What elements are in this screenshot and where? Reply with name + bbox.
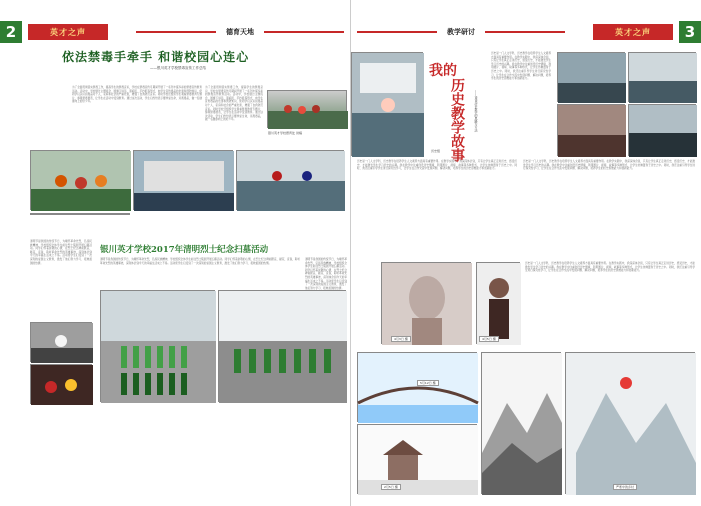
memorial-photo-1 [30,322,92,362]
memorial-photo-2 [30,364,92,404]
history-headline-line2: 历史教学故事 [449,78,465,162]
drug-education-photo-3 [133,150,233,210]
section-title-left: 德育天地 [226,28,254,36]
history-body-col1: 历史是一门人文学科，历史教学在培养学生人文素养方面具有重要作用。在教学实践中，我深深体会到，只有让学生真正走进历史，感受历史，才能激发学生学习历史的兴趣。我在教学中注重创设历史情境，利用图片、视频、故事等多种形式，让学生仿佛置身于历史之中。同时，我还注重引导学生进行探究性学习，让学生在合作交流中发现问题、解决问题，培养学生的历史思维能力和创新能力。 [357,160,517,171]
history-class-photo-2 [557,52,625,102]
section-title-right: 教学研讨 [447,28,475,36]
history-subhead: ——谈谈历史教学的思路与方法 [474,90,478,132]
page-number-left: 2 [0,21,22,43]
history-body-col2: 历史是一门人文学科，历史教学在培养学生人文素养方面具有重要作用。在教学实践中，我深深体会到，只有让学生真正走进历史，感受历史，才能激发学生学习历史的兴趣。我在教学中注重创设历史情境，利用图片、视频、故事等多种形式，让学生仿佛置身于历史之中。同时，我还注重引导学生进行探究性学习，让学生在合作交流中发现问题、解决问题，培养学生的历史思维能力和创新能力。 [523,160,695,171]
history-body-intro: 历史是一门人文学科，历史教学在培养学生人文素养方面具有重要作用。在教学实践中，我深深体会到，只有让学生真正走进历史，感受历史，才能激发学生学习历史的兴趣。我在教学中注重创设历史情境，利用图片、视频、故事等多种形式，让学生仿佛置身于历史之中。同时，我还注重引导学生进行探究性学习，让学生在合作交流中发现问题、解决问题，培养学生的历史思维能力和创新能力。 [491,52,551,81]
history-author: 历史组 [431,149,441,153]
history-headline-line1: 我的 [429,63,457,79]
photo-caption-3: 5月12日 摄 [417,380,439,386]
drug-education-photo-4 [236,150,344,210]
history-class-photo-5 [628,104,696,156]
photo-caption-4: 2月5日 摄 [381,484,401,490]
page-number-right: 3 [679,21,701,43]
article2-body-col2: 清明节是我国的传统节日，为缅怀革命先烈，弘扬民族精神，学校组织全体学生前往烈士陵园开展扫墓活动。同学们怀着崇敬的心情，在烈士纪念碑前默哀、献花、宣誓，聆听革命先烈的英雄事迹，深刻体会到今天的幸福生活来之不易。活动使学生们受到了一次深刻的爱国主义教育，激发了他们努力学习、报效祖国的热情。 [305,258,347,290]
figure-photo [476,262,520,344]
left-header [0,22,350,42]
memorial-photo-3 [100,290,215,402]
masthead-right: 英才之声 [593,24,673,40]
photo-caption-1: 4月3日 摄 [391,336,411,342]
bust-sculpture-photo [381,262,471,344]
memorial-photo-4 [218,290,346,402]
photo-caption-2: 4月5日 摄 [479,336,499,342]
header-rule-right-2 [485,31,565,33]
right-header [351,22,701,42]
drug-education-photo-2 [30,150,130,210]
drug-education-photo-5 [30,213,130,215]
right-page [350,0,700,506]
drug-education-photo-1 [267,90,347,128]
article1-body-col2: 为了全面贯彻落实禁毒工作，提高学生的禁毒意识，学校在禁毒宣传月期间开展了一系列丰富多彩的禁毒宣传教育活动。活动中，学校通过主题班会、国旗下讲话、黑板报、手抄报等形式，向学生宣传毒品的危害和预防知识，使同学们认识到毒品对个人、家庭和社会的严重危害，增强了自我防范意识。同时学校还组织学生观看禁毒教育专题片，参观禁毒展览，让学生在活动中受到教育。通过这次活动，学生们纷纷表示要珍爱生命，远离毒品，做一名健康向上的好少年。 [205,86,263,122]
article1-body: 为了全面贯彻落实禁毒工作，提高学生的禁毒意识，学校在禁毒宣传月期间开展了一系列丰富多彩的禁毒宣传教育活动。活动中，学校通过主题班会、国旗下讲话、黑板报、手抄报等形式，向学生宣传毒品的危害和预防知识，使同学们认识到毒品对个人、家庭和社会的严重危害，增强了自我防范意识。同时学校还组织学生观看禁毒教育专题片，参观禁毒展览，让学生在活动中受到教育。通过这次活动，学生们纷纷表示要珍爱生命，远离毒品，做一名健康向上的好少年。 [72,86,202,104]
article1-signoff: 银川英才学校德育处 供稿 [268,131,302,135]
masthead-left: 英才之声 [28,24,108,40]
bridge-painting-photo [357,352,477,422]
village-painting-photo [357,424,477,494]
left-page [0,0,350,506]
history-class-photo-4 [557,104,625,156]
photo-caption-5: 严寒中的乡村 [613,484,637,490]
header-rule-left [136,31,216,33]
header-rule-right [357,31,437,33]
article2-side-text: 清明节是我国的传统节日，为缅怀革命先烈，弘扬民族精神，学校组织全体学生前往烈士陵园开展扫墓活动。同学们怀着崇敬的心情，在烈士纪念碑前默哀、献花、宣誓，聆听革命先烈的英雄事迹，深刻体会到今天的幸福生活来之不易。活动使学生们受到了一次深刻的爱国主义教育，激发了他们努力学习、报效祖国的热情。 [30,240,92,265]
history-class-photo-3 [628,52,696,102]
article1-headline: 依法禁毒手牵手 和谐校园心连心 [62,50,250,64]
history-body-col3: 历史是一门人文学科，历史教学在培养学生人文素养方面具有重要作用。在教学实践中，我深深体会到，只有让学生真正走进历史，感受历史，才能激发学生学习历史的兴趣。我在教学中注重创设历史情境，利用图片、视频、故事等多种形式，让学生仿佛置身于历史之中。同时，我还注重引导学生进行探究性学习，让学生在合作交流中发现问题、解决问题，培养学生的历史思维能力和创新能力。 [525,262,695,273]
article2-headline: 银川英才学校2017年清明烈士纪念扫墓活动 [100,245,269,255]
header-rule-left-2 [264,31,344,33]
mountain-painting-photo [481,352,561,494]
article2-body: 清明节是我国的传统节日，为缅怀革命先烈，弘扬民族精神，学校组织全体学生前往烈士陵园开展扫墓活动。同学们怀着崇敬的心情，在烈士纪念碑前默哀、献花、宣誓，聆听革命先烈的英雄事迹，深刻体会到今天的幸福生活来之不易。活动使学生们受到了一次深刻的爱国主义教育，激发了他们努力学习、报效祖国的热情。 [100,258,300,265]
winter-painting-photo [565,352,695,494]
history-classroom-photo [351,52,423,156]
article1-subhead: ——银川英才学校禁毒宣传工作总结 [150,66,206,70]
